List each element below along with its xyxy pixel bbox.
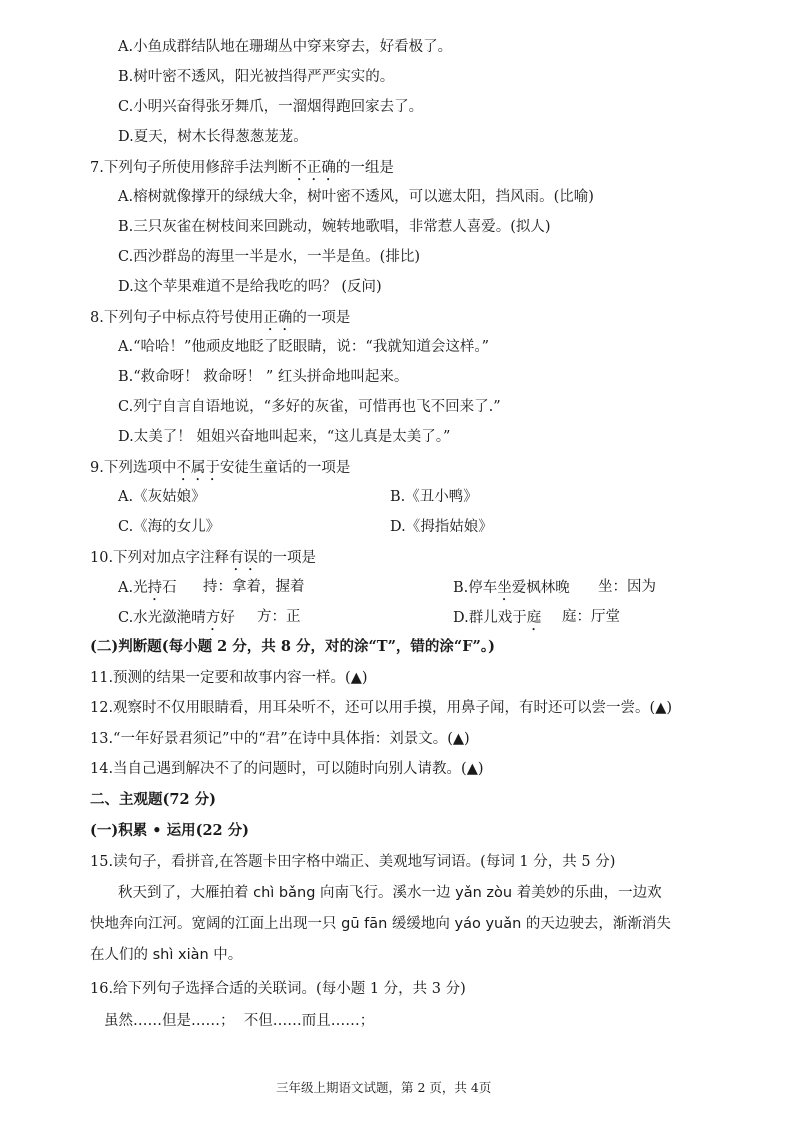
q10-option-b-gloss: 坐：因为 xyxy=(598,579,656,595)
q10-stem: 10.下列对加点字注释有误的一项是 xyxy=(90,550,317,566)
q8-emphasis: 正确 xyxy=(263,310,293,326)
pinyin-shixian: shì xiàn xyxy=(152,947,209,963)
judge-item-12: 12.观察时不仅用眼睛看，用耳朵听不，还可以用手摸，用鼻子闻，有时还可以尝一尝。(▲) xyxy=(90,700,673,716)
q9-option-a: A.《灰姑娘》 xyxy=(118,489,206,505)
q7-option-d: D.这个苹果难道不是给我吃的吗？ (反问) xyxy=(118,279,382,295)
page-footer: 三年级上期语文试题，第 2 页，共 4页 xyxy=(276,1080,492,1095)
q9-option-b: B.《丑小鸭》 xyxy=(390,489,478,505)
judge-item-11: 11.预测的结果一定要和故事内容一样。(▲) xyxy=(90,670,368,686)
pinyin-yanzou: yǎn zòu xyxy=(455,885,513,901)
judge-item-14: 14.当自己遇到解决不了的问题时，可以随时向别人请教。(▲) xyxy=(90,761,484,777)
judge-item-13: 13.“一年好景君须记”中的“君”在诗中具体指：刘景文。(▲) xyxy=(90,731,470,747)
q7-option-a: A.榕树就像撑开的绿绒大伞，树叶密不透风，可以遮太阳，挡风雨。(比喻) xyxy=(118,189,594,205)
q9-stem: 9.下列选项中不属于安徒生童话的一项是 xyxy=(90,460,351,476)
q10-option-a: A.光持石 xyxy=(118,580,177,596)
q6-option-a: A.小鱼成群结队地在珊瑚丛中穿来穿去，好看极了。 xyxy=(118,39,453,55)
q9-option-c: C.《海的女儿》 xyxy=(118,519,221,535)
pinyin-yaoyuan: yáo yuǎn xyxy=(454,916,522,932)
part2-title: 二、主观题(72 分) xyxy=(90,791,216,808)
pinyin-gufan: gū fān xyxy=(341,916,388,932)
part2-subtitle: (一)积累 • 运用(22 分) xyxy=(90,822,250,839)
q8-option-c: C.列宁自言自语地说，“多好的灰雀，可惜再也飞不回来了.” xyxy=(118,399,501,415)
pinyin-chibang: chì bǎng xyxy=(253,885,316,901)
q10-option-b: B.停车坐爱枫林晚 xyxy=(453,580,570,596)
q16-options: 虽然……但是……； 不但……而且……； xyxy=(104,1013,375,1029)
q8-stem: 8.下列句子中标点符号使用正确的一项是 xyxy=(90,310,351,326)
section-judge-title: (二)判断题(每小题 2 分，共 8 分，对的涂“T”，错的涂“F”。) xyxy=(90,638,496,655)
q10-emphasis: 有误 xyxy=(229,550,259,566)
q15-line-1: 秋天到了，大雁拍着 chì bǎng 向南飞行。溪水一边 yǎn zòu 着美妙的乐曲，一边欢 xyxy=(118,885,662,901)
q8-option-d: D.太美了！ 姐姐兴奋地叫起来，“这儿真是太美了。” xyxy=(118,429,451,445)
q10-option-c-gloss: 方：正 xyxy=(257,609,301,625)
q7-option-b: B.三只灰雀在树枝间来回跳动，婉转地歌唱，非常惹人喜爱。(拟人) xyxy=(118,219,551,235)
q6-option-d: D.夏天，树木长得葱葱茏茏。 xyxy=(118,129,308,145)
q8-option-a: A.“哈哈！”他顽皮地眨了眨眼睛，说：“我就知道会这样。” xyxy=(118,339,489,355)
q10-option-d: D.群儿戏于庭 xyxy=(453,610,542,626)
q8-option-b: B.“救命呀！ 救命呀！ ” 红头拼命地叫起来。 xyxy=(118,369,409,385)
q15-line-2: 快地奔向江河。宽阔的江面上出现一只 gū fān 缓缓地向 yáo yuǎn 的天边驶去，渐渐消失 xyxy=(90,916,671,932)
q9-emphasis: 不属于 xyxy=(176,460,220,476)
q10-option-a-gloss: 持：拿着，握着 xyxy=(203,579,305,595)
q10-option-c: C.水光潋滟晴方好 xyxy=(118,610,235,626)
q9-option-d: D.《拇指姑娘》 xyxy=(390,519,493,535)
q10-option-d-gloss: 庭：厅堂 xyxy=(562,609,620,625)
q7-option-c: C.西沙群岛的海里一半是水，一半是鱼。(排比) xyxy=(118,249,420,265)
q15-stem: 15.读句子，看拼音,在答题卡田字格中端正、美观地写词语。(每词 1 分，共 5 分) xyxy=(90,854,616,870)
q6-option-c: C.小明兴奋得张牙舞爪，一溜烟得跑回家去了。 xyxy=(118,99,424,115)
q16-stem: 16.给下列句子选择合适的关联词。(每小题 1 分，共 3 分) xyxy=(90,981,466,997)
q6-option-b: B.树叶密不透风，阳光被挡得严严实实的。 xyxy=(118,69,395,85)
q15-line-3: 在人们的 shì xiàn 中。 xyxy=(90,947,243,963)
q7-stem: 7.下列句子所使用修辞手法判断不正确的一组是 xyxy=(90,160,394,176)
q7-emphasis: 不正确 xyxy=(292,160,336,176)
